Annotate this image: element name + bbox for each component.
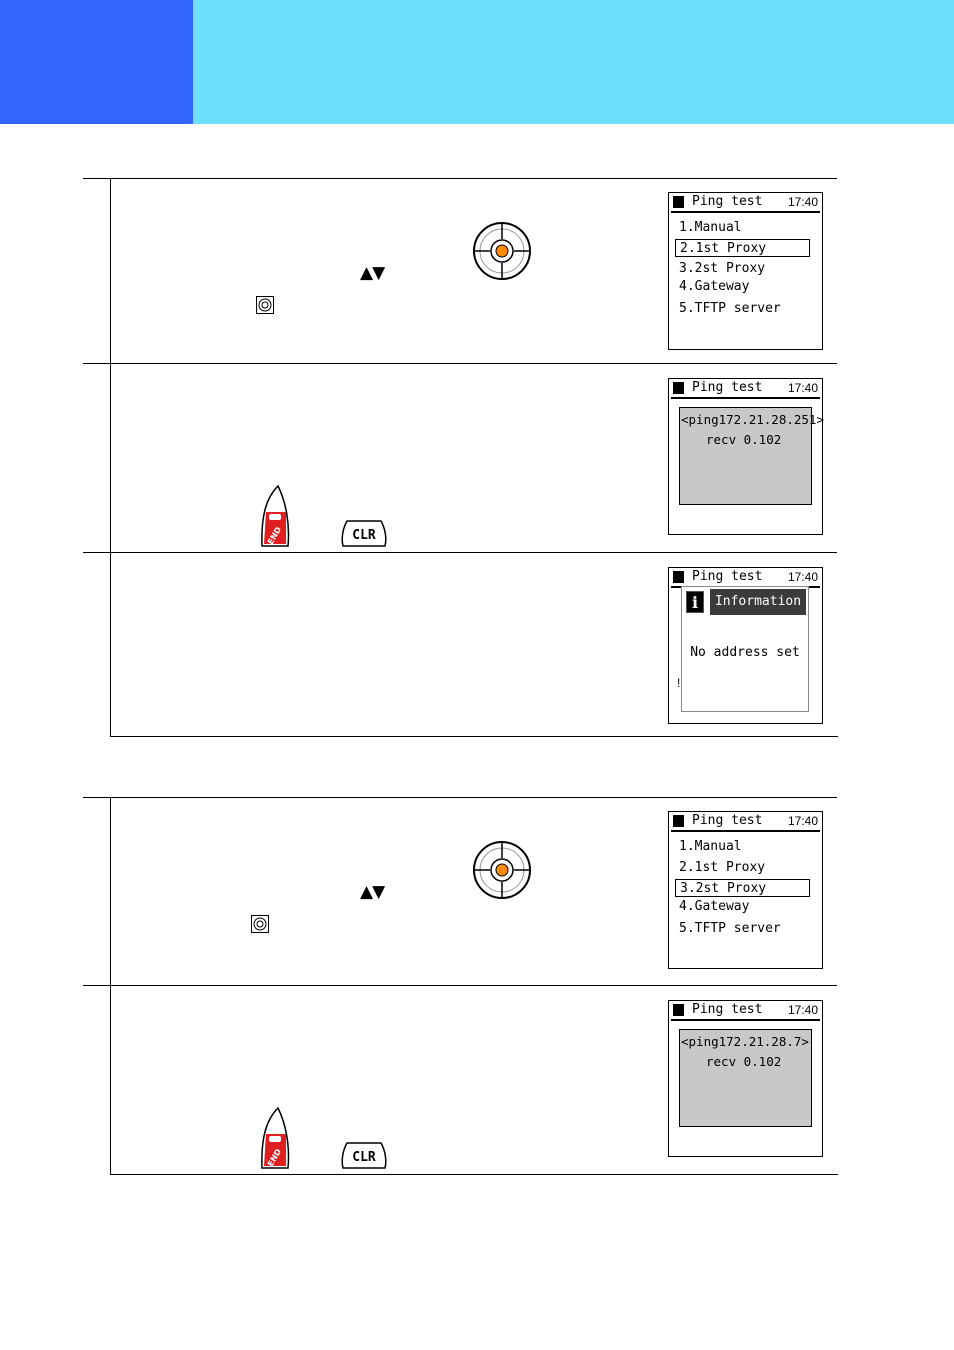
navigation-key-icon bbox=[472, 840, 532, 900]
menu-item-manual[interactable]: 1.Manual bbox=[679, 220, 742, 235]
clr-key-icon bbox=[339, 518, 389, 548]
info-icon: i bbox=[686, 591, 704, 613]
phone-screen-ping-result-a bbox=[668, 378, 823, 535]
svg-text:END: END bbox=[265, 525, 284, 547]
screen-title: Ping test bbox=[692, 1002, 763, 1017]
information-header: Information bbox=[710, 589, 806, 615]
header-banner-light bbox=[193, 0, 954, 124]
menu-item-manual[interactable]: 1.Manual bbox=[679, 839, 742, 854]
svg-text:END: END bbox=[265, 1147, 284, 1169]
screen-title: Ping test bbox=[692, 569, 763, 584]
menu-item-1st-proxy[interactable]: 2.1st Proxy bbox=[675, 239, 810, 257]
screen-clock: 17:40 bbox=[787, 381, 818, 395]
screen-title: Ping test bbox=[692, 194, 763, 209]
navigation-key-icon bbox=[472, 221, 532, 281]
ok-key-icon bbox=[256, 296, 274, 314]
header-banner-dark bbox=[0, 0, 193, 124]
screen-clock: 17:40 bbox=[787, 1003, 818, 1017]
phone-screen-info bbox=[668, 567, 823, 724]
ping-target: <ping172.21.28.251> bbox=[681, 412, 824, 427]
ping-result-box bbox=[679, 407, 824, 505]
menu-item-1st-proxy[interactable]: 2.1st Proxy bbox=[679, 860, 766, 875]
end-key-icon bbox=[258, 1106, 292, 1172]
ping-target: <ping172.21.28.7> bbox=[681, 1034, 809, 1049]
phone-screen-ping-result-b bbox=[668, 1000, 823, 1157]
phone-screen-ping-menu-a bbox=[668, 192, 823, 350]
screen-clock: 17:40 bbox=[787, 195, 818, 209]
screen-clock: 17:40 bbox=[787, 570, 818, 584]
menu-item-tftp-server[interactable]: 5.TFTP server bbox=[679, 301, 781, 316]
menu-item-tftp-server[interactable]: 5.TFTP server bbox=[679, 921, 781, 936]
svg-text:CLR: CLR bbox=[352, 528, 376, 543]
screen-title: Ping test bbox=[692, 813, 763, 828]
clr-key-icon bbox=[339, 1140, 389, 1170]
menu-item-2st-proxy[interactable]: 3.2st Proxy bbox=[679, 261, 766, 276]
ping-recv: recv 0.102 bbox=[706, 1054, 782, 1069]
end-key-icon bbox=[258, 484, 292, 550]
menu-item-gateway[interactable]: 4.Gateway bbox=[679, 899, 750, 914]
svg-text:CLR: CLR bbox=[352, 1150, 376, 1165]
info-mark: ! bbox=[677, 676, 681, 690]
information-dialog bbox=[681, 586, 809, 712]
menu-item-2st-proxy[interactable]: 3.2st Proxy bbox=[675, 879, 810, 897]
screen-clock: 17:40 bbox=[787, 814, 818, 828]
ping-recv: recv 0.102 bbox=[706, 432, 782, 447]
up-down-arrows-icon: ▲▼ bbox=[360, 882, 385, 902]
up-down-arrows-icon: ▲▼ bbox=[360, 263, 385, 283]
information-message: No address set bbox=[690, 645, 800, 660]
ok-key-icon bbox=[251, 915, 269, 933]
menu-item-gateway[interactable]: 4.Gateway bbox=[679, 279, 750, 294]
screen-title: Ping test bbox=[692, 380, 763, 395]
ping-result-box bbox=[679, 1029, 812, 1127]
phone-screen-ping-menu-b bbox=[668, 811, 823, 969]
